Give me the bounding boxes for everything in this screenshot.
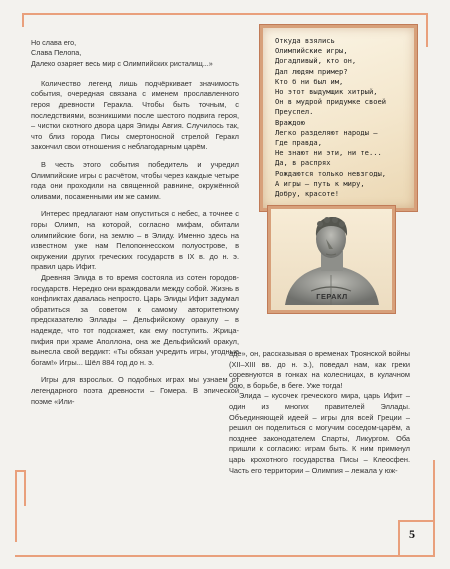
- poem-line: Не знают ни эти, ни те...: [275, 148, 382, 158]
- poem-line: Преуспел.: [275, 107, 314, 117]
- frame-top-left-hook: [22, 13, 24, 27]
- poem-line: Легко разделяют народы –: [275, 127, 378, 137]
- poem-line: Откуда взялись: [275, 36, 335, 45]
- poem-line: Рождаются только невзгоды,: [275, 168, 387, 178]
- frame-bottom-right-key-v: [398, 520, 400, 557]
- paragraph: Игры для взрослых. О подобных играх мы узнаем от легендарного поэта древности – Гомера. В эпической поэме «Или-: [31, 375, 239, 406]
- frame-bottom-right-key-h: [398, 520, 434, 522]
- poem-line: Да, в распрях: [275, 158, 331, 168]
- epigraph-line: Но слава его,: [31, 38, 77, 47]
- frame-bottom-line: [15, 555, 400, 557]
- frame-bottom-right-key-h2: [398, 555, 435, 557]
- paragraph: Древняя Элида в то время состояла из сотен городов-государств. Нередко они враждовали между собой. Жизнь в конфликтах давалась непросто. Царь Элиды Ифит задумал обратиться за советом к самому авторитетному предсказателю Эллады – Дельфийскому оракулу – в надежде, что тот подскажет, как ему поступить. Жрица-пифия при храме Аполлона, она же Дельфийский оракул, вынесла свой вердикт: «Ты обязан учредить игры, угодные богам!» Игры... Шёл 884 год до н. э.: [31, 272, 239, 367]
- poem: [275, 36, 410, 199]
- frame-top-right-hook: [426, 13, 428, 47]
- photo-caption: ГЕРАКЛ: [316, 292, 348, 301]
- poem-line: Догадливый, кто он,: [275, 56, 357, 66]
- paragraph: аде», он, рассказывая о временах Троянской войны (XII–XIII вв. до н. э.), поведал нам, как греки соревнуются в гонках на колесницах, в кулачном бою, в борьбе, в беге. Уже тогда!: [229, 349, 410, 390]
- poem-line: Олимпийские игры,: [275, 46, 348, 56]
- paragraph: Количество легенд лишь подчёркивает значимость события, очередная связана с именем прославленного героя древности Геракла. Чтобы быть точным, с последствиями, возникшими после шестого подвига героя, – чистки скотного двора царя Элиды Авгия. Случилось так, что близ города Писы смертоносной стрелой Геракл закончил свои отношения с неблагодарным царём.: [31, 78, 239, 152]
- poem-line: Добру, красоте!: [275, 189, 340, 199]
- left-column: [31, 38, 239, 407]
- frame-left-key-v: [24, 470, 26, 506]
- epigraph: [31, 38, 239, 69]
- paragraph: В честь этого события победитель и учредил Олимпийские игры с расчётом, чтобы через каждые четыре года они проходили на священной равнине, окружённой оливами, посаженными им же самим.: [31, 160, 239, 201]
- poem-line: Дал людям пример?: [275, 66, 348, 76]
- poem-line: Враждою: [275, 117, 305, 127]
- paragraph: Элида – кусочек греческого мира, царь Ифит – один из многих правителей Эллады. Объединяющей идеей – игры для всей Греции – решил он поделиться с могучим соседом-царём, а позднее законодателем Спарты, Ликургом. Оба пришли к согласию: играм быть. К ним примкнул царь крохотного государства Писы – Клеосфен. Часть его территории – Олимпия – лежала у юж-: [229, 391, 410, 475]
- frame-right-line: [433, 460, 435, 557]
- frame-left-line: [15, 470, 17, 542]
- poem-line: Но этот выдумщик хитрый,: [275, 87, 378, 97]
- frame-top-line: [22, 13, 428, 15]
- page-number: 5: [409, 527, 415, 541]
- poem-line: Где правда,: [275, 138, 322, 148]
- paragraph: Интерес предлагают нам опуститься с небес, а точнее с горы Олимп, на которой, согласно мифам, обитали олимпийские боги, на землю – в Элиду. Именно здесь на известном уже нам Пелопоннесском полуострове, в окружении других греческих государств в IX в. до н. э. правил царь Ифит.: [31, 209, 239, 272]
- poem-line: Он в мудрой придумке своей: [275, 97, 387, 107]
- right-column: [229, 349, 410, 476]
- poem-line: А игры – путь к миру,: [275, 178, 365, 188]
- epigraph-line: Далеко озаряет весь мир с Олимпийских ристалищ...»: [31, 58, 213, 68]
- epigraph-line: Слава Пелопа,: [31, 48, 82, 58]
- poem-line: Кто б ни был им,: [275, 76, 344, 86]
